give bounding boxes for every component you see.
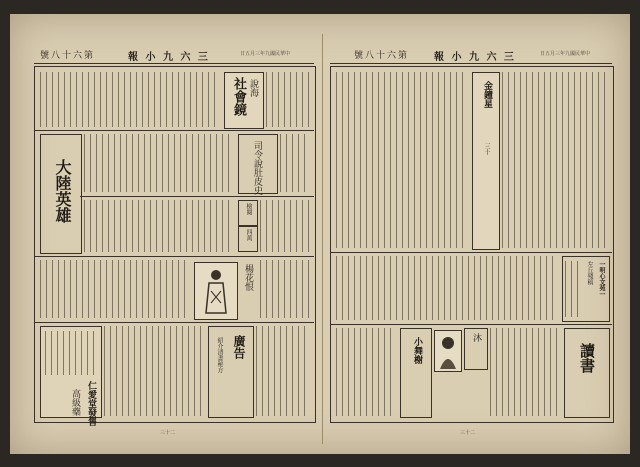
right-header-rule [330, 63, 612, 64]
quote-title-2: 左丘殘稿 [586, 261, 593, 285]
left-rule-1 [34, 130, 314, 131]
left-low-text-a [40, 260, 190, 318]
right-bottom-text-b [490, 328, 560, 416]
left-mid-text-b [280, 134, 310, 192]
film-box [400, 328, 432, 418]
quote-text [565, 261, 581, 317]
beauty-title: 沐 [471, 333, 481, 342]
banner-box [224, 72, 264, 129]
right-top-text-a [336, 72, 468, 248]
banner-text: 說海 [248, 79, 258, 97]
left-header-rule [34, 63, 314, 64]
left-folio: 三十二 [160, 430, 176, 436]
serial-box [472, 72, 500, 250]
left-mid-text-a [84, 134, 234, 192]
item-b: 四萬 [245, 229, 252, 241]
right-issue-number: 號八十六第 [354, 51, 410, 61]
newspaper-sheet [10, 14, 630, 454]
column-title: 社會鏡 [231, 77, 246, 116]
item-b-box [238, 226, 258, 252]
left-rule-4 [34, 322, 314, 323]
serial-title: 金鐘星 [482, 81, 492, 108]
left-mid-text-c [84, 200, 234, 252]
left-issue-number: 號八十六第 [40, 51, 96, 61]
flower-illustration [194, 262, 238, 320]
left-bottom-text-b [256, 326, 310, 416]
side-heading-box [238, 134, 278, 194]
right-masthead-title: 報 小 九 六 三 [434, 52, 516, 63]
left-low-text-b [260, 260, 310, 318]
quote-title: 一明心文苑一 [598, 261, 605, 297]
left-masthead-title: 報 小 九 六 三 [128, 52, 210, 63]
left-mid-text-d [260, 200, 310, 252]
ad-text [45, 331, 97, 375]
right-folio: 三十二 [460, 430, 476, 436]
side-title-box [40, 134, 82, 254]
ad-box [40, 326, 102, 426]
center-fold [322, 34, 323, 444]
ad-subtitle: 紹介清書秘方 [216, 337, 223, 373]
side-title: 大陸英雄 [53, 159, 72, 223]
quote-box [562, 256, 610, 322]
left-top-right-text [266, 72, 310, 127]
left-bottom-text-a [104, 326, 204, 416]
ad-title: 廣告 [232, 335, 246, 359]
reading-title: 讀書 [578, 343, 596, 373]
right-date: 日五月三年九國民華中 [540, 51, 591, 57]
flower-caption: 楊花恨 [243, 264, 253, 291]
right-rule-2 [330, 324, 612, 325]
left-top-text-block [40, 72, 220, 127]
right-top-text-b [502, 72, 608, 248]
left-rule-3 [34, 256, 314, 257]
beauty-box [464, 328, 488, 370]
ad-bottom-2: 高級藥 [70, 389, 80, 416]
ad-bottom-1: 仁愛堂發售 [86, 381, 96, 426]
left-rule-2 [80, 196, 314, 197]
item-a: 檢閱 [245, 203, 252, 215]
right-rule-1 [330, 252, 612, 253]
side-heading: 司令說肚皮史 [252, 141, 262, 195]
right-mid-text-a [336, 256, 558, 320]
serial-number: 三十 [483, 143, 490, 155]
right-bottom-text-a [336, 328, 396, 416]
film-title: 小舞榭 [412, 337, 422, 364]
item-a-box [238, 200, 258, 226]
left-date: 日五月三年九國民華中 [240, 51, 291, 57]
portrait-illustration [434, 330, 462, 372]
ad-title-box [208, 326, 254, 418]
reading-box [564, 328, 610, 418]
